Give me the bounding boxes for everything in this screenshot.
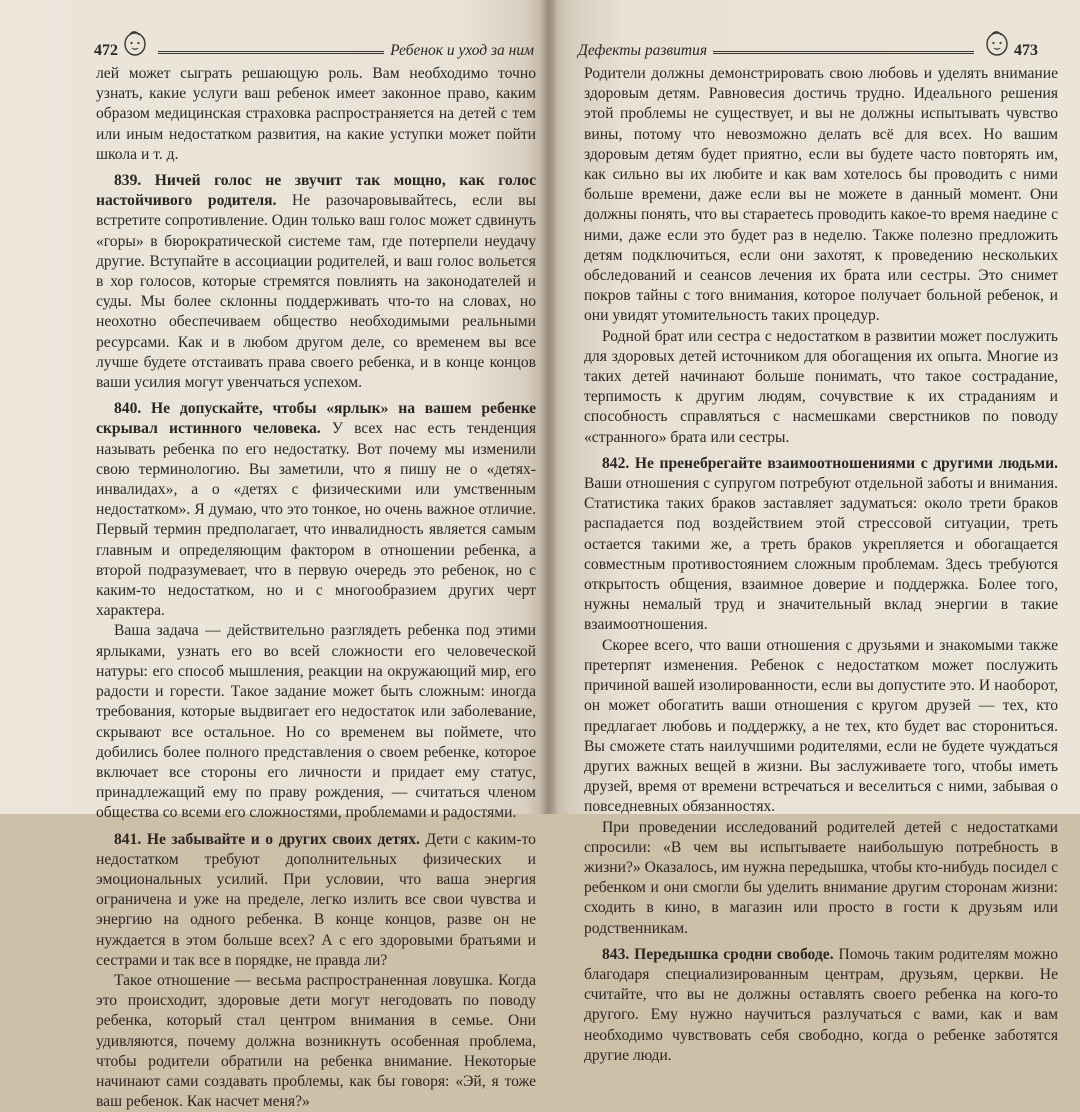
header-rule bbox=[713, 51, 974, 54]
book-gutter bbox=[540, 0, 558, 814]
section-number: 842. bbox=[602, 454, 630, 472]
section-heading-text: Ничей голос не звучит так мощно, как голос настойчивого родителя. bbox=[96, 172, 536, 210]
left-page-header bbox=[94, 30, 534, 60]
paragraph-text: Ваша задача — действительно разглядеть ребенка под этими ярлыками, узнать его во всей сложности его человеческой натуры: его способ мышления, реакции на окружающий мир, его радости и горести. Такое задание может быть сложным: иногда требования, которые выдвигает его недостаток или заболевание, скрывают все остальное. Но со временем вы поймете, что добились более полного представления о своем ребенке, которое включает все стороны его личности и придает ему статус, принадлежащий ему по праву рождения, — считаться членом общества со всеми его сложностями, проблемами и радостями. bbox=[96, 622, 536, 822]
paragraph-text: Дети с каким-то недостатком требуют дополнительных физических и эмоциональных усилий. При условии, что ваша энергия ограничена и уже на пределе, легко излить все свои чувства и энергию на одного ребенка. В конце концов, разве он не нуждается в этом больше всех? А с его здоровыми братьями и сестрами и так все в порядке, не правда ли? bbox=[96, 830, 536, 969]
paragraph bbox=[96, 971, 536, 1112]
running-head: Дефекты развития bbox=[578, 42, 708, 59]
paragraph-text: лей может сыграть решающую роль. Вам необходимо точно узнать, какие услуги ваш ребенок имеет законное право, каким образом медицинская страховка распространяется на детей с тем или иным недостатком развития, на какие уступки может пойти школа и т. д. bbox=[96, 65, 536, 163]
paragraph-text: Такое отношение — весьма распространенная ловушка. Когда это происходит, здоровые дети могут негодовать по поводу ребенка, который стал центром внимания в семье. Они удивляются, почему должна возникнуть особенная проблема, чтобы родители обратили на ребенка внимание. Некоторые начинают сами создавать проблемы, как бы говоря: «Эй, я тоже ваш ребенок. Как насчет меня?» bbox=[96, 971, 536, 1111]
paragraph-text: При проведении исследований родителей детей с недостатками спросили: «В чем вы испытываете наибольшую потребность в жизни?» Оказалось, им нужна передышка, чтобы кто-нибудь посидел с ребенком и они смогли бы уделить внимание другим сторонам жизни: сходить в кино, в магазин или просто в гости к друзьям или родственникам. bbox=[584, 818, 1058, 937]
numbered-section bbox=[584, 454, 1058, 636]
paragraph-text: Родители должны демонстрировать свою любовь и уделять внимание здоровым детям. Равновесия достичь трудно. Идеального решения этой проблемы не существует, и вы не должны испытывать чувство вины, потому что невозможно делать всё для всех. Но вашим здоровым детям будет приятно, если вы будете часто повторять им, как сильно вы их любите и как вам хотелось бы проводить с ними больше времени, даже если вы не можете в данный момент. Они должны понять, что вы стараетесь проводить какое-то время наедине с ними, даже если это будет раз в неделю. Также полезно предложить детям подключиться, если они захотят, к проведению нескольких обследований и сеансов лечения их брата или сестры. Это снимет покров тайны с того внимания, которое получает больной ребенок, и они увидят утомительность таких процедур. bbox=[584, 65, 1058, 325]
header-rule bbox=[158, 51, 384, 54]
section-heading bbox=[602, 455, 1058, 472]
paragraph bbox=[584, 327, 1058, 448]
paragraph-text: Скорее всего, что ваши отношения с друзьями и знакомыми также претерпят изменения. Ребенок с недостатком может послужить причиной вашей изолированности, если вы допустите это. И наоборот, он может обогатить ваши отношения с кругом друзей — тех, кто предлагает любовь и поддержку, а не тех, кто будет вас сторониться. Вы сможете стать наилучшими родителями, если не будете чуждаться других важных вещей в жизни. Вы заслуживаете того, чтобы иметь друзей, время от времени встречаться и веселиться с ними, забывая о повседневных обязанностях. bbox=[584, 636, 1058, 816]
right-page bbox=[548, 0, 1080, 1064]
numbered-section bbox=[96, 830, 536, 971]
running-head: Ребенок и уход за ним bbox=[390, 42, 534, 59]
paragraph bbox=[584, 818, 1058, 939]
right-page-header bbox=[578, 30, 1038, 60]
paragraph bbox=[584, 636, 1058, 818]
section-number: 840. bbox=[114, 400, 142, 418]
left-page-text bbox=[96, 64, 536, 1112]
baby-face-icon bbox=[122, 30, 148, 58]
numbered-section bbox=[96, 399, 536, 621]
paragraph-text: Помочь таким родителям можно благодаря специализированным центрам, друзьям, церкви. Не считайте, что вы не должны оставлять своего ребенка на кого-то другого. Ему нужно научиться разлучаться с вами, как и вам необходимо чувствовать себя свободно, когда о ребенке заботятся другие люди. bbox=[584, 945, 1058, 1064]
numbered-section bbox=[96, 171, 536, 393]
section-number: 843. bbox=[602, 945, 630, 963]
section-heading-text: Передышка сродни свободе. bbox=[634, 945, 834, 963]
section-heading bbox=[602, 946, 834, 963]
section-number: 839. bbox=[114, 172, 142, 190]
page-number: 473 bbox=[1014, 42, 1038, 59]
page-number: 472 bbox=[94, 42, 118, 59]
section-number: 841. bbox=[114, 830, 142, 848]
paragraph-text: Родной брат или сестра с недостатком в развитии может послужить для здоровых детей источником для обогащения их опыта. Многие из таких детей начинают больше понимать, что такое сострадание, терпимость к другим людям, сочувствие к их страданиям и способность справляться с насмешками сверстников по поводу «странного» брата или сестры. bbox=[584, 327, 1058, 446]
right-page-text bbox=[584, 64, 1058, 1066]
section-heading-text: Не допускайте, чтобы «ярлык» на вашем ребенке скрывал истинного человека. bbox=[96, 400, 536, 438]
continued-paragraph bbox=[96, 64, 536, 165]
numbered-section bbox=[584, 945, 1058, 1066]
continued-paragraph bbox=[584, 64, 1058, 327]
section-heading-text: Не забывайте и о других своих детях. bbox=[146, 830, 420, 848]
paragraph-text: У всех нас есть тенденция называть ребенка по его недостатку. Вот почему мы изменили свою терминологию. Вы заметили, что я пишу не о «детях-инвалидах», а о «детях с физическими или умственным недостатком». Я думаю, что это тонкое, но очень важное отличие. Первый термин предполагает, что инвалидность является самым главным и определяющим фактором в отношении ребенка, а второй подразумевает, что в первую очередь это ребенок, но с каким-то недостатком, но и с многообразием других черт характера. bbox=[96, 420, 536, 620]
paragraph bbox=[96, 621, 536, 823]
section-heading-text: Не пренебрегайте взаимоотношениями с другими людьми. bbox=[634, 454, 1058, 472]
baby-face-icon bbox=[984, 30, 1010, 58]
paragraph-text: Не разочаровывайтесь, если вы встретите сопротивление. Один только ваш голос может сдвинуть «горы» в бюрократической системе там, где потерпели неудачу другие. Вступайте в ассоциации родителей, и ваш голос вольется в хор голосов, которые стремятся повлиять на законодателей и суды. Мы более склонны поддерживать что-то на словах, но неохотно обеспечиваем общество необходимыми реальными ресурсами. Как и в любом другом деле, со временем вы все лучше будете отстаивать права своего ребенка, и в конце концов ваши усилия могут увенчаться успехом. bbox=[96, 192, 536, 392]
paragraph-text: Ваши отношения с супругом потребуют отдельной заботы и внимания. Статистика таких браков заставляет задуматься: около трети браков распадается под воздействием этой стрессовой ситуации, треть остается такими же, а треть браков укрепляется и обогащается совместным противостоянием сложным проблемам. Здесь требуются открытость общения, взаимное доверие и поддержка. Более того, нужны немалый труд и значительный вклад энергии в такие взаимоотношения. bbox=[584, 475, 1058, 634]
section-heading bbox=[114, 831, 420, 848]
